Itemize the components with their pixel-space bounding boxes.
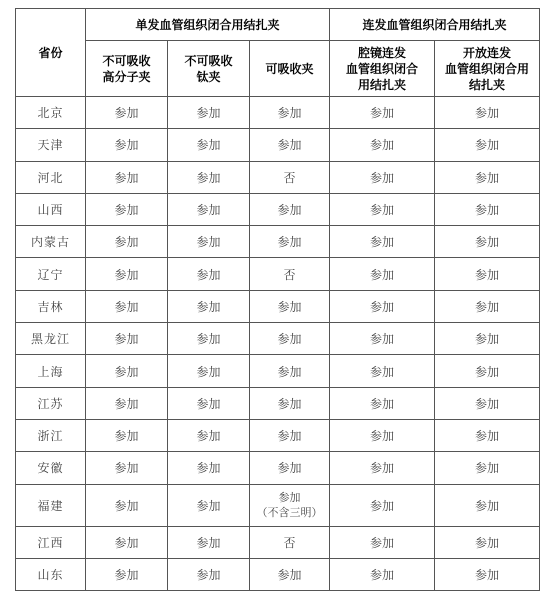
header-row-groups — [16, 9, 540, 41]
table-cell: 参加 — [330, 161, 435, 193]
table-cell: 参加 — [86, 355, 168, 387]
table-cell: 参加 — [86, 526, 168, 558]
table-cell: 参加 — [435, 558, 540, 590]
table-cell: 参加 — [435, 193, 540, 225]
table-row — [16, 355, 540, 387]
table-cell: 参加 — [86, 290, 168, 322]
table-cell: 参加 — [330, 290, 435, 322]
province-cell: 河北 — [16, 161, 86, 193]
table-cell: 参加 — [330, 129, 435, 161]
table-cell: 参加 — [250, 226, 330, 258]
table-cell: 参加 — [168, 258, 250, 290]
table-cell: 参加 — [250, 452, 330, 484]
province-cell: 山东 — [16, 558, 86, 590]
table-cell: 参加 — [330, 558, 435, 590]
table-cell: 参加 — [168, 452, 250, 484]
table-cell: 参加 — [86, 129, 168, 161]
cell-value: 参加 — [278, 491, 301, 505]
table-cell: 参加 — [330, 484, 435, 526]
table-cell: 参加 — [168, 161, 250, 193]
table-cell: 参加 — [330, 387, 435, 419]
table-cell: 否 — [250, 161, 330, 193]
province-cell: 辽宁 — [16, 258, 86, 290]
table-cell: 参加 — [435, 452, 540, 484]
table-cell: 参加 — [250, 129, 330, 161]
table-cell: 参加 — [168, 129, 250, 161]
table-cell: 参加 — [86, 452, 168, 484]
table-cell: 参加 — [435, 226, 540, 258]
province-cell: 内蒙古 — [16, 226, 86, 258]
table-cell: 参加 — [435, 161, 540, 193]
table-cell: 参加 — [435, 129, 540, 161]
table-cell: 参加 — [435, 484, 540, 526]
col-absorbable-clip-header: 可吸收夹 — [250, 41, 330, 97]
cell-note: （不含三明） — [256, 506, 323, 520]
table-cell: 参加 — [86, 419, 168, 451]
table-cell: 参加 — [330, 193, 435, 225]
table-cell: 否 — [250, 526, 330, 558]
table-cell: 参加 — [168, 290, 250, 322]
table-row — [16, 129, 540, 161]
province-cell: 江西 — [16, 526, 86, 558]
province-cell: 安徽 — [16, 452, 86, 484]
province-cell: 黑龙江 — [16, 323, 86, 355]
table-cell: 参加 — [330, 526, 435, 558]
table-cell: 参加 — [250, 193, 330, 225]
table-cell: 参加 — [168, 526, 250, 558]
table-cell: 参加 — [250, 355, 330, 387]
table-cell: 参加 — [168, 484, 250, 526]
col-polymer-clip-header: 不可吸收 高分子夹 — [86, 41, 168, 97]
table-row — [16, 258, 540, 290]
table-cell: 参加 — [435, 419, 540, 451]
table-row — [16, 193, 540, 225]
table-row — [16, 387, 540, 419]
table-row — [16, 558, 540, 590]
table-cell: 参加 — [86, 161, 168, 193]
table-cell: 参加 — [330, 226, 435, 258]
table-cell: 参加 — [435, 355, 540, 387]
table-cell: 参加 — [250, 290, 330, 322]
table-row — [16, 323, 540, 355]
table-row — [16, 452, 540, 484]
table-cell: 参加 — [86, 484, 168, 526]
table-cell-with-note — [250, 484, 330, 526]
table-cell: 参加 — [435, 526, 540, 558]
table-cell: 参加 — [168, 323, 250, 355]
table-cell: 参加 — [250, 97, 330, 129]
province-cell: 福建 — [16, 484, 86, 526]
single-clip-group-header: 单发血管组织闭合用结扎夹 — [86, 9, 330, 41]
table-row — [16, 290, 540, 322]
table-row — [16, 526, 540, 558]
table-row — [16, 484, 540, 526]
table-cell: 参加 — [330, 452, 435, 484]
table-cell: 参加 — [330, 97, 435, 129]
col-open-multi-clip-header: 开放连发 血管组织闭合用 结扎夹 — [435, 41, 540, 97]
province-cell: 北京 — [16, 97, 86, 129]
table-cell: 参加 — [86, 97, 168, 129]
col-titanium-clip-header: 不可吸收 钛夹 — [168, 41, 250, 97]
table-cell: 参加 — [330, 258, 435, 290]
table-cell: 参加 — [250, 387, 330, 419]
table-cell: 参加 — [330, 355, 435, 387]
table-cell: 参加 — [435, 258, 540, 290]
table-cell: 参加 — [168, 97, 250, 129]
multi-clip-group-header: 连发血管组织闭合用结扎夹 — [330, 9, 540, 41]
table-cell: 参加 — [168, 419, 250, 451]
table-cell: 参加 — [86, 258, 168, 290]
table-cell: 参加 — [250, 419, 330, 451]
table-cell: 参加 — [250, 558, 330, 590]
table-cell: 参加 — [330, 419, 435, 451]
table-cell: 参加 — [435, 323, 540, 355]
header-row-columns — [16, 41, 540, 97]
table-cell: 参加 — [250, 323, 330, 355]
province-cell: 山西 — [16, 193, 86, 225]
table-row — [16, 97, 540, 129]
table-cell: 参加 — [435, 387, 540, 419]
province-cell: 天津 — [16, 129, 86, 161]
participation-table — [15, 8, 540, 591]
table-cell: 参加 — [435, 97, 540, 129]
table-cell: 参加 — [86, 193, 168, 225]
table-cell: 参加 — [168, 355, 250, 387]
table-cell: 参加 — [168, 387, 250, 419]
table-cell: 参加 — [435, 290, 540, 322]
province-cell: 浙江 — [16, 419, 86, 451]
table-row — [16, 419, 540, 451]
col-laparoscopic-multi-clip-header: 腔镜连发 血管组织闭合 用结扎夹 — [330, 41, 435, 97]
province-cell: 吉林 — [16, 290, 86, 322]
table-cell: 参加 — [168, 558, 250, 590]
participation-table-container — [15, 8, 540, 591]
table-cell: 参加 — [86, 323, 168, 355]
table-cell: 参加 — [86, 558, 168, 590]
table-cell: 参加 — [86, 226, 168, 258]
table-cell: 参加 — [330, 323, 435, 355]
province-cell: 江苏 — [16, 387, 86, 419]
table-row — [16, 161, 540, 193]
table-cell: 参加 — [168, 193, 250, 225]
table-cell: 参加 — [86, 387, 168, 419]
table-row — [16, 226, 540, 258]
province-cell: 上海 — [16, 355, 86, 387]
table-cell: 参加 — [168, 226, 250, 258]
province-header: 省份 — [16, 9, 86, 97]
table-cell: 否 — [250, 258, 330, 290]
